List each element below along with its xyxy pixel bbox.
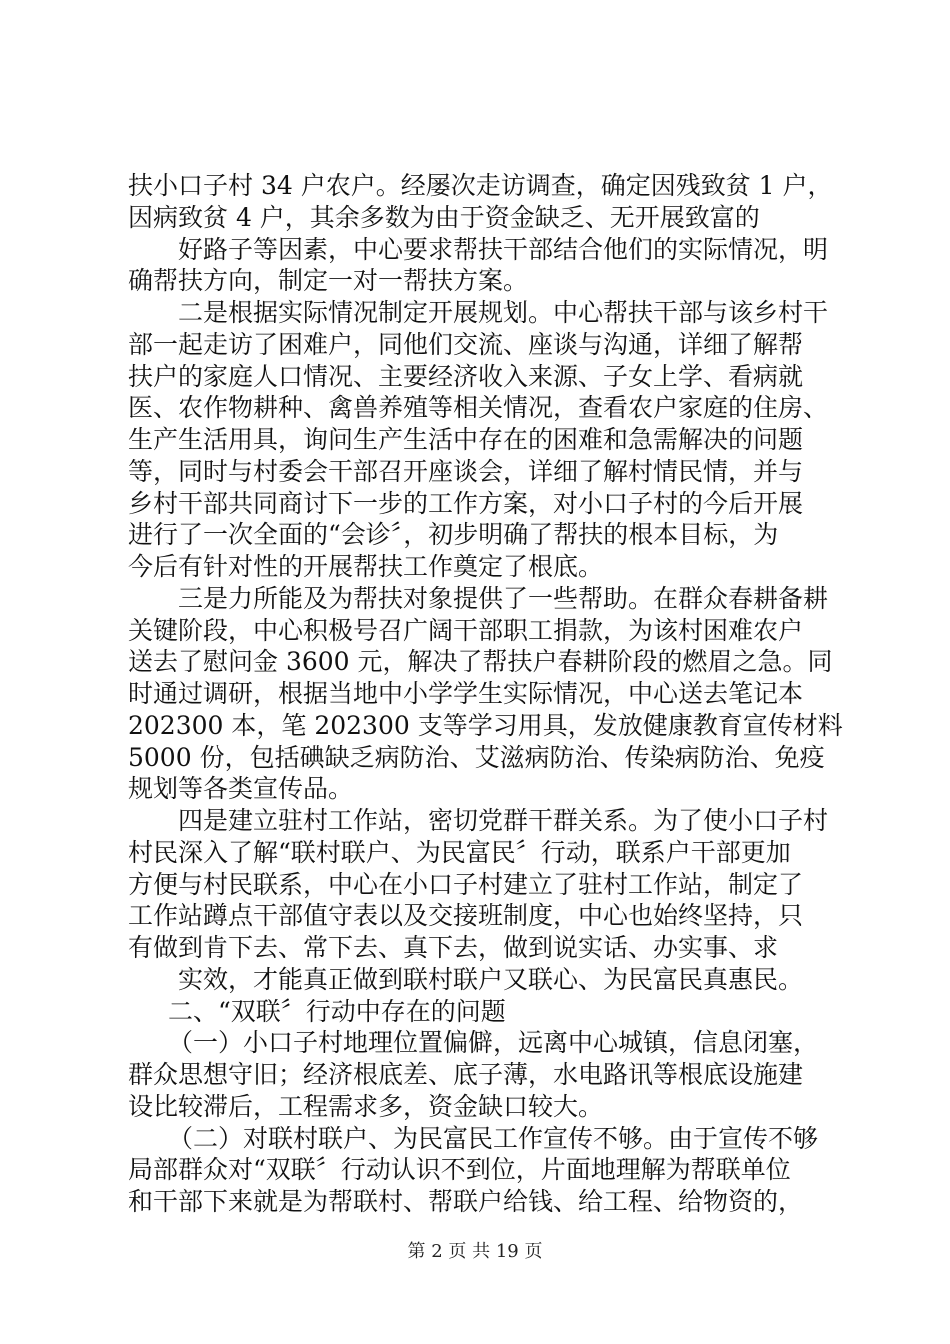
text-line: 乡村干部共同商讨下一步的工作方案，对小口子村的今后开展 — [128, 488, 804, 518]
text-line: 202300 本，笔 202300 支等学习用具，发放健康教育宣传材料 — [128, 710, 843, 740]
text-line: 等，同时与村委会干部召开座谈会，详细了解村情民情，并与 — [128, 456, 804, 486]
text-line: 四是建立驻村工作站，密切党群干群关系。为了使小口子村 — [178, 806, 829, 835]
text-line: 今后有针对性的开展帮扶工作奠定了根底。 — [128, 552, 604, 581]
text-line: 5000 份，包括碘缺乏病防治、艾滋病防治、传染病防治、免疫 — [128, 742, 825, 772]
text-line: 设比较滞后，工程需求多，资金缺口较大。 — [128, 1091, 604, 1121]
text-line: 二是根据实际情况制定开展规划。中心帮扶干部与该乡村干 — [178, 298, 829, 327]
text-line: 因病致贫 4 户，其余多数为由于资金缺乏、无开展致富的 — [128, 202, 760, 232]
text-line: 送去了慰问金 3600 元，解决了帮扶户春耕阶段的燃眉之急。同 — [128, 647, 833, 677]
text-line: 局部群众对“双联〞行动认识不到位，片面地理解为帮联单位 — [128, 1155, 791, 1185]
text-line: （一）小口子村地理位置偏僻，远离中心城镇，信息闭塞， — [168, 1028, 819, 1058]
text-line: 群众思想守旧；经济根底差、底子薄，水电路讯等根底设施建 — [128, 1060, 804, 1089]
page-number-footer: 第 2 页 共 19 页 — [407, 1241, 543, 1262]
text-line: 进行了一次全面的“会诊〞，初步明确了帮扶的根本目标，为 — [128, 520, 779, 550]
text-line: 确帮扶方向，制定一对一帮扶方案。 — [128, 266, 529, 296]
text-line: 医、农作物耕种、禽兽养殖等相关情况，查看农户家庭的住房、 — [128, 393, 829, 423]
text-line: 关键阶段，中心积极号召广阔干部职工捐款，为该村困难农户 — [128, 615, 804, 645]
text-line: 村民深入了解“联村联户、为民富民〞行动，联系户干部更加 — [128, 837, 791, 867]
text-line: 时通过调研，根据当地中小学学生实际情况，中心送去笔记本 — [128, 679, 804, 708]
text-line: 扶小口子村 34 户农户。经屡次走访调查，确定因残致贫 1 户， — [128, 171, 833, 200]
text-line: 规划等各类宣传品。 — [128, 774, 354, 804]
text-line: 方便与村民联系，中心在小口子村建立了驻村工作站，制定了 — [128, 869, 804, 899]
document-body — [128, 170, 843, 1218]
text-line: 扶户的家庭人口情况、主要经济收入来源、子女上学、看病就 — [128, 361, 804, 391]
text-line: 实效，才能真正做到联村联户又联心、为民富民真惠民。 — [178, 964, 804, 994]
text-line: 三是力所能及为帮扶对象提供了一些帮助。在群众春耕备耕 — [178, 583, 829, 613]
text-line: 有做到肯下去、常下去、真下去，做到说实话、办实事、求 — [128, 933, 779, 962]
text-line: 和干部下来就是为帮联村、帮联户给钱、给工程、给物资的， — [128, 1187, 804, 1216]
text-line: （二）对联村联户、为民富民工作宣传不够。由于宣传不够 — [168, 1123, 819, 1153]
text-line: 生产生活用具，询问生产生活中存在的困难和急需解决的问题 — [128, 425, 804, 454]
text-line: 工作站蹲点干部值守表以及交接班制度，中心也始终坚持，只 — [128, 901, 804, 931]
section-heading: 二、“双联〞行动中存在的问题 — [168, 996, 506, 1026]
text-line: 部一起走访了困难户，同他们交流、座谈与沟通，详细了解帮 — [128, 329, 804, 359]
text-line: 好路子等因素，中心要求帮扶干部结合他们的实际情况，明 — [178, 234, 829, 264]
